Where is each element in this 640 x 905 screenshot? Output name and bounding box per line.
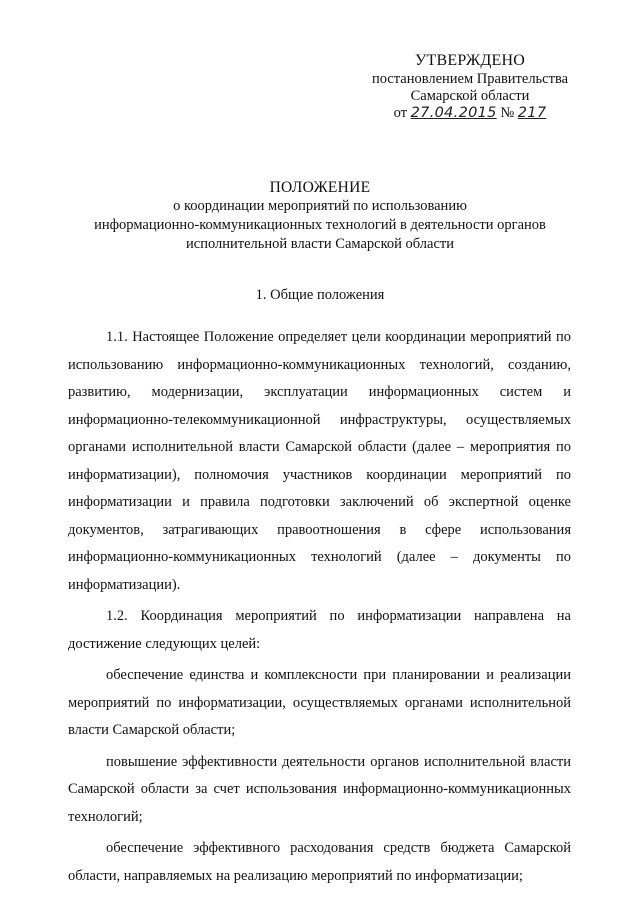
approval-stamp [355,52,585,122]
paragraph-1-2: 1.2. Координация мероприятий по информатизации направлена на достижение следующих целей: [68,608,571,652]
goal-item-1: обеспечение единства и комплексности при планировании и реализации мероприятий по информатизации, осуществляемых органами исполнительной власти Самарской области; [68,667,571,738]
paragraph-1-1: 1.1. Настоящее Положение определяет цели координации мероприятий по использованию информационно-коммуникационных технологий, созданию, развитию, модернизации, эксплуатации информационных систем и информационно-телекоммуникационной инфраструктуры, осуществляемых органами исполнительной власти Самарской области (далее – мероприятия по информатизации), полномочия участников координации мероприятий по информатизации и правила подготовки заключений об экспертной оценке документов, затрагивающих правоотношения в сфере использования информационно-коммуникационных технологий (далее – документы по информатизации). [68,329,571,593]
document-subtitle-line-3: исполнительной власти Самарской области [186,236,454,252]
section-heading: 1. Общие положения [255,287,385,303]
document-title: ПОЛОЖЕНИЕ [269,179,371,196]
approval-line-2: Самарской области [410,88,530,104]
document-body [68,324,571,890]
approval-date-row [355,105,585,122]
number-label: № [500,105,515,121]
goal-item-2: повышение эффективности деятельности органов исполнительной власти Самарской области за счет использования информационно-коммуникационных технологий; [68,753,571,825]
handwritten-date: 27.04.2015 [410,105,497,121]
document-subtitle-line-1: о координации мероприятий по использованию [173,198,467,214]
approval-line-1: постановлением Правительства [371,71,569,87]
handwritten-number: 217 [517,105,547,121]
goal-item-3: обеспечение эффективного расходования средств бюджета Самарской области, направляемых на реализацию мероприятий по информатизации; [68,840,571,884]
date-prefix: от [393,105,408,121]
document-title-block [60,178,580,254]
document-subtitle-line-2: информационно-коммуникационных технологий в деятельности органов [94,217,546,233]
approval-title: УТВЕРЖДЕНО [414,52,525,69]
